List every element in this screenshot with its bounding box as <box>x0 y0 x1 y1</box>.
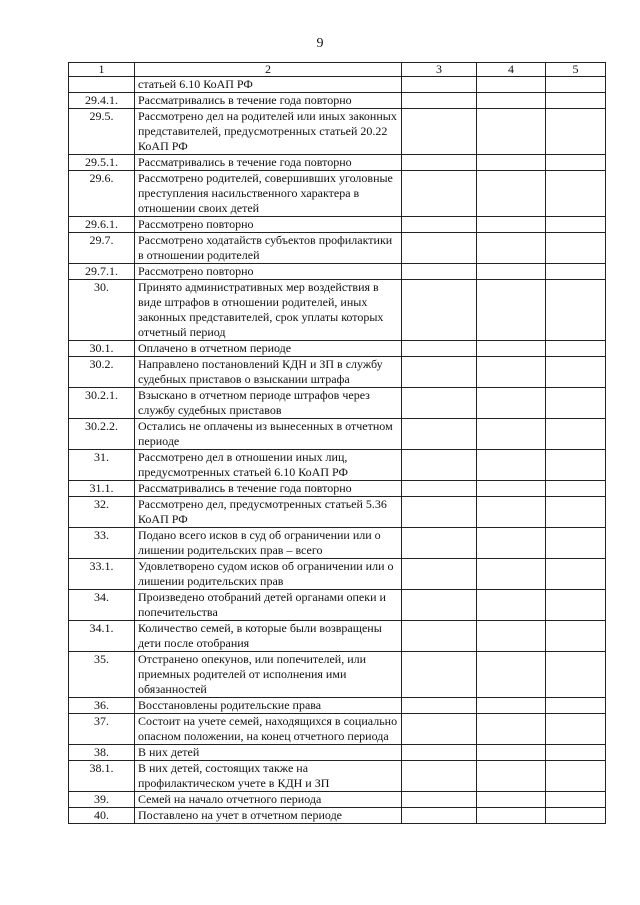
value-cell-col5 <box>546 621 606 652</box>
table-row <box>69 280 606 341</box>
value-cell-col5 <box>546 497 606 528</box>
header-row <box>69 63 606 77</box>
value-cell-col5 <box>546 745 606 761</box>
value-cell-col4 <box>477 590 546 621</box>
row-number-cell: 34. <box>69 590 135 621</box>
row-number-cell: 31.1. <box>69 481 135 497</box>
row-number-cell: 33. <box>69 528 135 559</box>
value-cell-col5 <box>546 155 606 171</box>
value-cell-col3 <box>402 528 477 559</box>
indicator-text-cell: Остались не оплачены из вынесенных в отчетном периоде <box>135 419 402 450</box>
value-cell-col5 <box>546 528 606 559</box>
value-cell-col3 <box>402 745 477 761</box>
value-cell-col3 <box>402 792 477 808</box>
indicator-text-cell: Поставлено на учет в отчетном периоде <box>135 808 402 824</box>
value-cell-col3 <box>402 714 477 745</box>
indicator-text-cell: Рассмотрено повторно <box>135 217 402 233</box>
value-cell-col4 <box>477 652 546 698</box>
table-row <box>69 171 606 217</box>
value-cell-col3 <box>402 264 477 280</box>
value-cell-col3 <box>402 497 477 528</box>
value-cell-col3 <box>402 280 477 341</box>
value-cell-col5 <box>546 280 606 341</box>
indicator-text-cell: Рассмотрено родителей, совершивших уголовные преступления насильственного характера в отношении своих детей <box>135 171 402 217</box>
row-number-cell: 40. <box>69 808 135 824</box>
value-cell-col4 <box>477 481 546 497</box>
value-cell-col4 <box>477 341 546 357</box>
indicator-text-cell: В них детей <box>135 745 402 761</box>
value-cell-col4 <box>477 357 546 388</box>
value-cell-col4 <box>477 171 546 217</box>
value-cell-col5 <box>546 341 606 357</box>
value-cell-col3 <box>402 357 477 388</box>
table-row <box>69 109 606 155</box>
value-cell-col4 <box>477 419 546 450</box>
value-cell-col5 <box>546 357 606 388</box>
value-cell-col3 <box>402 233 477 264</box>
value-cell-col5 <box>546 714 606 745</box>
row-number-cell: 30. <box>69 280 135 341</box>
value-cell-col5 <box>546 761 606 792</box>
table-row <box>69 497 606 528</box>
value-cell-col3 <box>402 808 477 824</box>
value-cell-col3 <box>402 450 477 481</box>
row-number-cell: 29.7.1. <box>69 264 135 280</box>
value-cell-col4 <box>477 217 546 233</box>
value-cell-col3 <box>402 77 477 93</box>
value-cell-col3 <box>402 341 477 357</box>
value-cell-col4 <box>477 761 546 792</box>
table-row <box>69 233 606 264</box>
value-cell-col4 <box>477 264 546 280</box>
table-row <box>69 77 606 93</box>
table-row <box>69 155 606 171</box>
indicator-text-cell: Рассматривались в течение года повторно <box>135 155 402 171</box>
value-cell-col5 <box>546 388 606 419</box>
indicator-text-cell: Направлено постановлений КДН и ЗП в службу судебных приставов о взыскании штрафа <box>135 357 402 388</box>
indicator-text-cell: Принято административных мер воздействия в виде штрафов в отношении родителей, иных законных представителей, срок уплаты которых отчетный период <box>135 280 402 341</box>
value-cell-col4 <box>477 93 546 109</box>
row-number-cell: 29.6. <box>69 171 135 217</box>
row-number-cell: 38. <box>69 745 135 761</box>
table-body <box>69 77 606 824</box>
value-cell-col4 <box>477 698 546 714</box>
row-number-cell: 33.1. <box>69 559 135 590</box>
row-number-cell: 29.5.1. <box>69 155 135 171</box>
indicator-text-cell: Рассмотрено дел в отношении иных лиц, предусмотренных статьей 6.10 КоАП РФ <box>135 450 402 481</box>
indicator-text-cell: Произведено отобраний детей органами опеки и попечительства <box>135 590 402 621</box>
table-row <box>69 808 606 824</box>
indicator-text-cell: В них детей, состоящих также на профилактическом учете в КДН и ЗП <box>135 761 402 792</box>
column-header-3: 3 <box>402 63 477 77</box>
value-cell-col4 <box>477 155 546 171</box>
table-row <box>69 481 606 497</box>
table-row <box>69 590 606 621</box>
value-cell-col3 <box>402 388 477 419</box>
table-row <box>69 93 606 109</box>
indicator-text-cell: Взыскано в отчетном периоде штрафов через службу судебных приставов <box>135 388 402 419</box>
table-row <box>69 745 606 761</box>
value-cell-col5 <box>546 792 606 808</box>
indicator-text-cell: Удовлетворено судом исков об ограничении или о лишении родительских прав <box>135 559 402 590</box>
indicator-text-cell: Рассмотрено повторно <box>135 264 402 280</box>
value-cell-col3 <box>402 217 477 233</box>
value-cell-col5 <box>546 77 606 93</box>
row-number-cell: 31. <box>69 450 135 481</box>
value-cell-col5 <box>546 698 606 714</box>
value-cell-col3 <box>402 559 477 590</box>
table-row <box>69 419 606 450</box>
table-row <box>69 450 606 481</box>
value-cell-col4 <box>477 109 546 155</box>
indicator-text-cell: Оплачено в отчетном периоде <box>135 341 402 357</box>
row-number-cell: 30.2.1. <box>69 388 135 419</box>
value-cell-col4 <box>477 792 546 808</box>
value-cell-col5 <box>546 171 606 217</box>
value-cell-col3 <box>402 590 477 621</box>
value-cell-col5 <box>546 652 606 698</box>
indicator-text-cell: Количество семей, в которые были возвращены дети после отобрания <box>135 621 402 652</box>
value-cell-col3 <box>402 155 477 171</box>
value-cell-col4 <box>477 808 546 824</box>
value-cell-col5 <box>546 217 606 233</box>
value-cell-col4 <box>477 450 546 481</box>
value-cell-col5 <box>546 808 606 824</box>
value-cell-col3 <box>402 171 477 217</box>
indicator-text-cell: статьей 6.10 КоАП РФ <box>135 77 402 93</box>
row-number-cell: 39. <box>69 792 135 808</box>
table-row <box>69 761 606 792</box>
row-number-cell: 37. <box>69 714 135 745</box>
row-number-cell: 29.6.1. <box>69 217 135 233</box>
table-row <box>69 341 606 357</box>
value-cell-col3 <box>402 621 477 652</box>
value-cell-col5 <box>546 481 606 497</box>
table-row <box>69 388 606 419</box>
indicator-text-cell: Рассмотрено дел на родителей или иных законных представителей, предусмотренных статьей 20.22 КоАП РФ <box>135 109 402 155</box>
indicator-text-cell: Рассматривались в течение года повторно <box>135 93 402 109</box>
value-cell-col3 <box>402 93 477 109</box>
row-number-cell: 29.7. <box>69 233 135 264</box>
row-number-cell: 32. <box>69 497 135 528</box>
value-cell-col5 <box>546 93 606 109</box>
table-row <box>69 357 606 388</box>
row-number-cell: 29.5. <box>69 109 135 155</box>
value-cell-col3 <box>402 419 477 450</box>
indicator-text-cell: Рассмотрено ходатайств субъектов профилактики в отношении родителей <box>135 233 402 264</box>
value-cell-col5 <box>546 109 606 155</box>
indicator-text-cell: Состоит на учете семей, находящихся в социально опасном положении, на конец отчетного периода <box>135 714 402 745</box>
value-cell-col5 <box>546 559 606 590</box>
indicator-text-cell: Рассматривались в течение года повторно <box>135 481 402 497</box>
row-number-cell: 29.4.1. <box>69 93 135 109</box>
indicator-text-cell: Восстановлены родительские права <box>135 698 402 714</box>
value-cell-col4 <box>477 559 546 590</box>
value-cell-col3 <box>402 698 477 714</box>
row-number-cell: 38.1. <box>69 761 135 792</box>
row-number-cell: 36. <box>69 698 135 714</box>
table-row <box>69 792 606 808</box>
indicator-text-cell: Подано всего исков в суд об ограничении или о лишении родительских прав – всего <box>135 528 402 559</box>
value-cell-col5 <box>546 233 606 264</box>
indicator-text-cell: Отстранено опекунов, или попечителей, или приемных родителей от исполнения ими обязанностей <box>135 652 402 698</box>
table-row <box>69 714 606 745</box>
table-row <box>69 217 606 233</box>
value-cell-col4 <box>477 388 546 419</box>
column-header-2: 2 <box>135 63 402 77</box>
table-row <box>69 528 606 559</box>
value-cell-col3 <box>402 652 477 698</box>
value-cell-col4 <box>477 528 546 559</box>
table-row <box>69 698 606 714</box>
value-cell-col3 <box>402 761 477 792</box>
page-number: 9 <box>316 36 324 51</box>
table-row <box>69 559 606 590</box>
table-header <box>69 63 606 77</box>
value-cell-col4 <box>477 77 546 93</box>
value-cell-col4 <box>477 745 546 761</box>
table-row <box>69 652 606 698</box>
table-row <box>69 621 606 652</box>
row-number-cell: 30.2. <box>69 357 135 388</box>
value-cell-col5 <box>546 590 606 621</box>
value-cell-col5 <box>546 450 606 481</box>
value-cell-col4 <box>477 497 546 528</box>
value-cell-col4 <box>477 621 546 652</box>
report-table <box>68 62 606 824</box>
row-number-cell <box>69 77 135 93</box>
value-cell-col4 <box>477 714 546 745</box>
row-number-cell: 30.1. <box>69 341 135 357</box>
value-cell-col5 <box>546 264 606 280</box>
row-number-cell: 34.1. <box>69 621 135 652</box>
table-row <box>69 264 606 280</box>
indicator-text-cell: Рассмотрено дел, предусмотренных статьей 5.36 КоАП РФ <box>135 497 402 528</box>
value-cell-col3 <box>402 481 477 497</box>
column-header-4: 4 <box>477 63 546 77</box>
value-cell-col3 <box>402 109 477 155</box>
value-cell-col4 <box>477 280 546 341</box>
column-header-5: 5 <box>546 63 606 77</box>
row-number-cell: 30.2.2. <box>69 419 135 450</box>
indicator-text-cell: Семей на начало отчетного периода <box>135 792 402 808</box>
column-header-1: 1 <box>69 63 135 77</box>
row-number-cell: 35. <box>69 652 135 698</box>
value-cell-col4 <box>477 233 546 264</box>
value-cell-col5 <box>546 419 606 450</box>
